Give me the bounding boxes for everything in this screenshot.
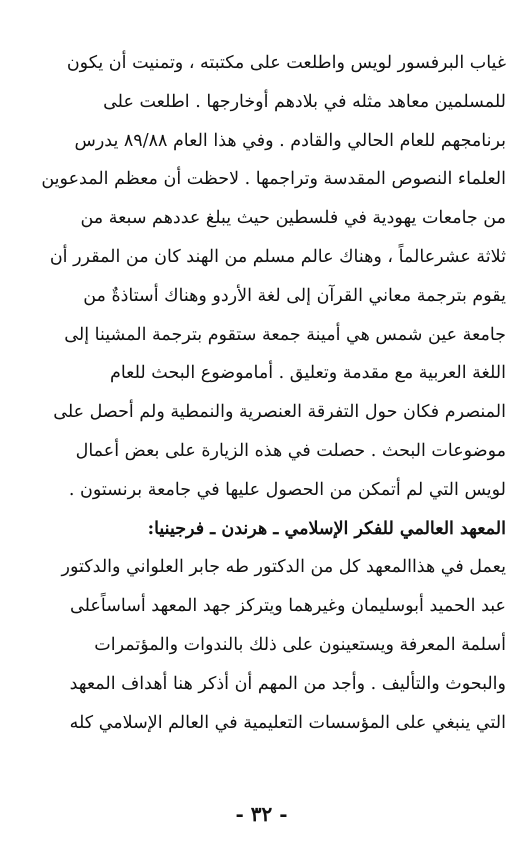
section-heading: المعهد العالمي للفكر الإسلامي ـ هرندن ـ فرجينيا: (147, 518, 506, 539)
text-line: والبحوث والتأليف . وأجد من المهم أن أذكر هنا أهداف المعهد (69, 673, 506, 694)
page-number: - ٣٢ - (235, 802, 288, 826)
text-line: اللغة العربية مع مقدمة وتعليق . أماموضوع البحث للعام (109, 363, 506, 384)
text-line: عبد الحميد أبوسليمان وغيرهما ويتركز جهد المعهد أساساًعلى (70, 596, 506, 617)
text-line: للمسلمين معاهد مثله في بلادهم أوخارجها . اطلعت على (103, 91, 506, 112)
text-line: لويس التي لم أتمكن من الحصول عليها في جامعة برنستون . (68, 479, 506, 500)
text-line: من جامعات يهودية في فلسطين حيث يبلغ عددهم سبعة من (80, 208, 506, 229)
text-line: ثلاثة عشرعالماً ، وهناك عالم مسلم من الهند كان من المقرر أن (49, 246, 506, 267)
body-text (18, 44, 506, 742)
text-line: أسلمة المعرفة ويستعينون على ذلك بالندوات والمؤتمرات (94, 634, 506, 655)
text-line: يقوم بترجمة معاني القرآن إلى لغة الأردو وهناك أستاذةٌ من (83, 285, 506, 306)
text-line: موضوعات البحث . حصلت في هذه الزيارة على بعض أعمال (75, 440, 506, 461)
text-line: برنامجهم للعام الحالي والقادم . وفي هذا العام ٨٩/٨٨ يدرس (74, 130, 506, 151)
text-line: جامعة عين شمس هي أمينة جمعة ستقوم بترجمة المشينا إلى (64, 324, 506, 345)
text-line: العلماء النصوص المقدسة وتراجمها . لاحظت أن معظم المدعوين (41, 169, 506, 190)
text-line: المنصرم فكان حول التفرقة العنصرية والنمطية ولم أحصل على (53, 402, 506, 423)
text-line: غياب البرفسور لويس واطلعت على مكتبته ، وتمنيت أن يكون (66, 53, 506, 73)
text-line: يعمل في هذاالمعهد كل من الدكتور طه جابر العلواني والدكتور (61, 557, 506, 578)
text-line: التي ينبغي على المؤسسات التعليمية في العالم الإسلامي كله (69, 712, 506, 733)
